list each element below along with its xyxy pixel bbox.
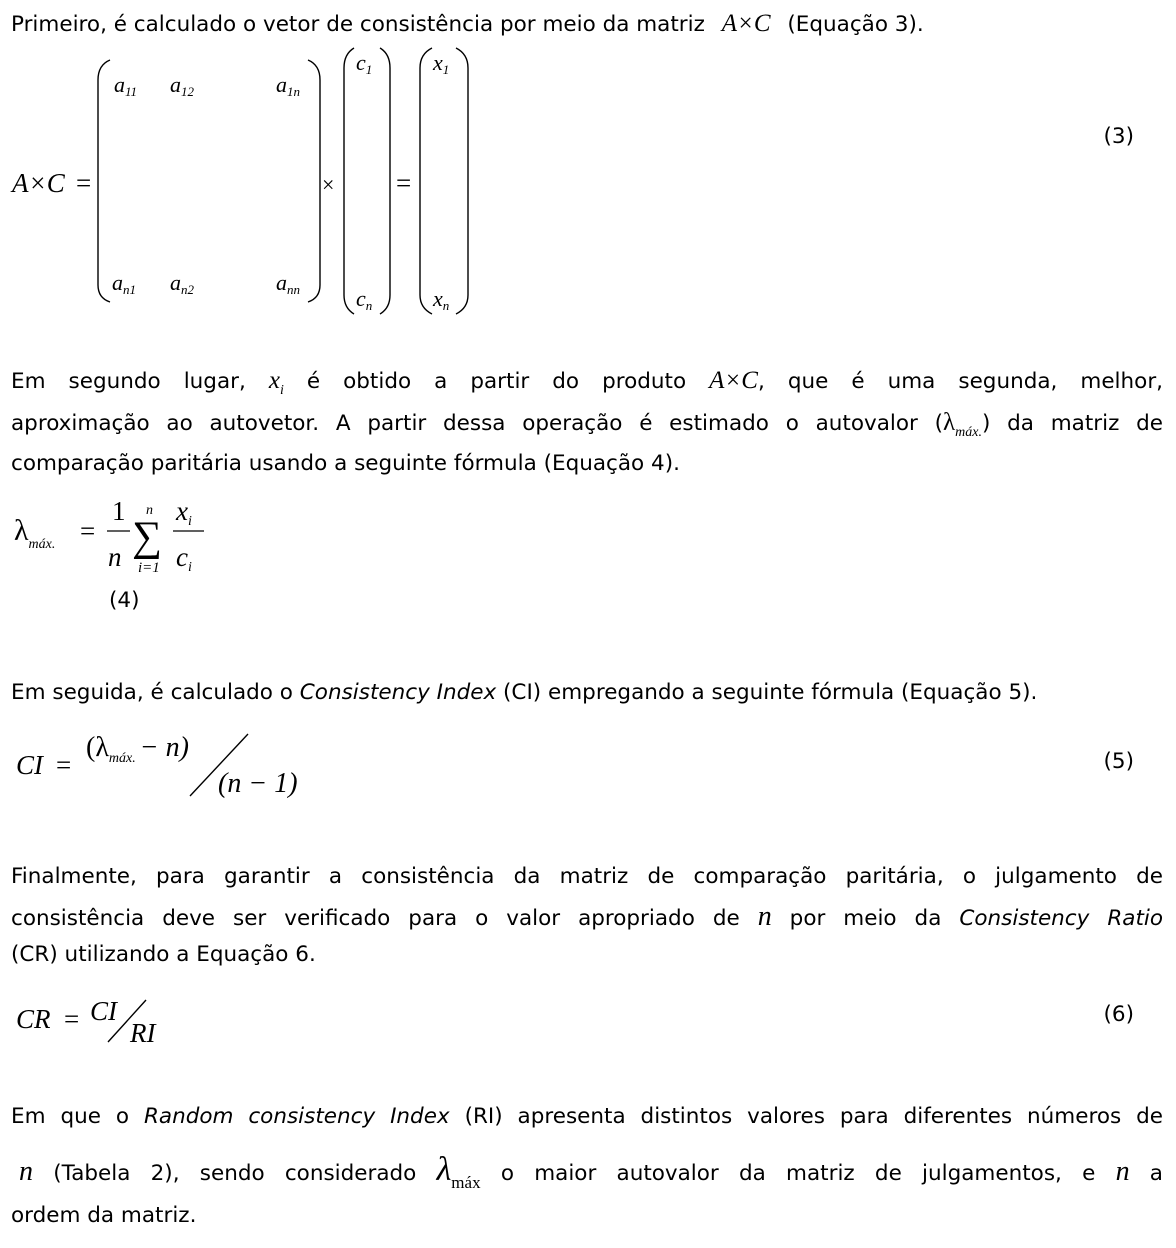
c1: c1 xyxy=(356,50,373,77)
equation-4-number: (4) xyxy=(109,588,140,613)
lambda-inline: λ xyxy=(943,409,956,436)
eq4-n: n xyxy=(108,542,122,572)
eq3-lhs: A×C xyxy=(12,168,65,198)
n-inline-2: n xyxy=(19,1156,33,1187)
eq4-c: ci xyxy=(176,542,192,575)
eq4-lambda: $\lambda_{máx.}$ xyxy=(14,514,56,552)
lambda-max-inline: $\lambda_{máx}$ xyxy=(436,1151,481,1192)
eq5-numerator: $(\lambda_{máx.} - n)$ xyxy=(86,732,189,766)
paragraph-2-line-2: aproximação ao autovetor. A partir dessa operação é estimado o autovalor $(\lambda_{máx.})$ da matriz de xyxy=(11,409,1163,440)
p1-text: Primeiro, é calculado o vetor de consistência por meio da matriz xyxy=(11,12,705,37)
paragraph-4-line-3: (CR) utilizando a Equação 6. xyxy=(11,942,316,967)
eq4-lower: i=1 xyxy=(138,560,160,576)
equation-6-number: (6) xyxy=(1103,1002,1134,1027)
eq5-lhs: CI xyxy=(16,750,43,780)
xn: xn xyxy=(433,286,450,313)
eq4-upper: n xyxy=(146,503,153,518)
paragraph-3: Em seguida, é calculado o Consistency Index (CI) empregando a seguinte fórmula (Equação 5). xyxy=(11,680,1038,705)
equation-6 xyxy=(0,990,300,1054)
ann: ann xyxy=(276,270,300,297)
vector-c-left-paren xyxy=(344,48,354,314)
paragraph-1 xyxy=(11,4,1163,45)
equation-5 xyxy=(0,720,420,810)
eq6-denominator: RI xyxy=(130,1018,156,1048)
eq3-equals: = xyxy=(76,168,92,198)
equation-5-number: (5) xyxy=(1103,749,1134,774)
cn: cn xyxy=(356,286,373,313)
matrix-a-left-paren xyxy=(98,60,110,302)
paragraph-4-line-1: Finalmente, para garantir a consistência da matriz de comparação paritária, o julgamento de xyxy=(11,864,1163,889)
term-consistency-ratio: Consistency Ratio xyxy=(959,906,1163,931)
eq6-numerator: CI xyxy=(90,996,117,1026)
eq4-equals: = xyxy=(80,516,96,546)
a1n: a1n xyxy=(276,72,300,99)
p1-math: A×C xyxy=(721,10,771,37)
a11: a11 xyxy=(114,72,138,99)
eq6-equals: = xyxy=(64,1004,80,1034)
eq3-equals-2: = xyxy=(396,168,412,198)
term-consistency-index: Consistency Index xyxy=(299,680,497,705)
eq4-one: 1 xyxy=(112,496,126,526)
eq6-lhs: CR xyxy=(16,1004,51,1034)
paragraph-2-line-3: comparação paritária usando a seguinte fórmula (Equação 4). xyxy=(11,451,680,476)
paragraph-5-line-1: Em que o Random consistency Index (RI) apresenta distintos valores para diferentes números de xyxy=(11,1104,1163,1129)
paragraph-2-line-1: Em segundo lugar, $x_i$ é obtido a partir do produto A×C, que é uma segunda, melhor, xyxy=(11,367,1163,398)
term-random-consistency-index: Random consistency Index xyxy=(143,1104,450,1129)
equation-4 xyxy=(0,488,400,583)
a12: a12 xyxy=(170,72,194,99)
n-inline-3: n xyxy=(1115,1156,1130,1187)
n-inline-1: n xyxy=(757,901,772,932)
p1-tail: (Equação 3). xyxy=(787,12,924,37)
paragraph-5-line-2: n (Tabela 2), sendo considerado $\lambda_{máx}$ o maior autovalor da matriz de julgamentos, e n a xyxy=(19,1151,1163,1192)
eq3-times: × xyxy=(322,172,335,197)
eq4-x: xi xyxy=(176,496,192,529)
vector-c-right-paren xyxy=(380,48,390,314)
matrix-a-right-paren xyxy=(308,60,320,302)
an2: an2 xyxy=(170,270,194,297)
equation-3 xyxy=(0,40,1176,330)
vector-x-right-paren xyxy=(456,48,468,314)
eq5-equals: = xyxy=(56,750,72,780)
xi-symbol: $x_i$ xyxy=(268,367,284,398)
eq4-sum: ∑ xyxy=(132,514,162,560)
vector-x-left-paren xyxy=(420,48,432,314)
eq5-denominator: (n − 1) xyxy=(218,768,298,799)
equation-3-number: (3) xyxy=(1103,124,1134,149)
an1: an1 xyxy=(112,270,136,297)
paragraph-4-line-2: consistência deve ser verificado para o valor apropriado de n por meio da Consistency Ratio xyxy=(11,901,1163,932)
x1: x1 xyxy=(433,50,450,77)
axc-inline: A×C xyxy=(709,367,758,394)
paragraph-5-line-3: ordem da matriz. xyxy=(11,1203,197,1228)
